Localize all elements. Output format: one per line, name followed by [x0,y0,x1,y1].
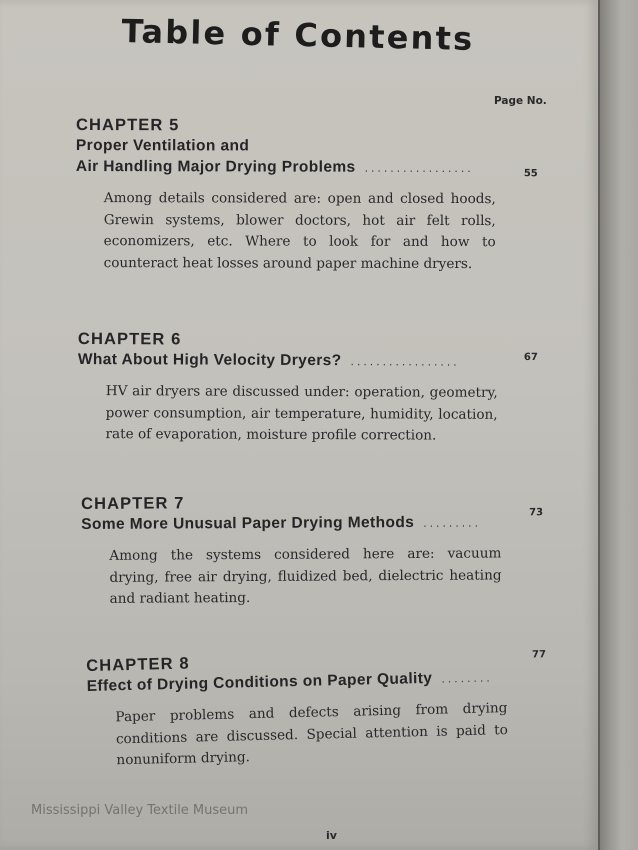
dot-leader: ................. [349,358,459,369]
page-number-column-header: Page No. [494,95,547,107]
chapter-page-number: 77 [531,649,547,661]
page-title: Table of Contents [121,12,475,58]
chapter-label: CHAPTER 8 [86,654,190,675]
museum-watermark: Mississippi Valley Textile Museum [31,803,249,818]
chapter-description: Among the systems considered here are: vacuum drying, free air drying, fluidized bed, dielectric heating and radiant heating. [109,545,502,607]
chapter-description: Paper problems and defects arising from drying conditions are discussed. Special attention is paid to nonuniform drying. [115,700,509,769]
chapter-page-number: 73 [529,507,544,519]
chapter-page-number: 67 [523,351,538,364]
chapter-label: CHAPTER 7 [81,494,185,513]
chapter-title-line: Proper Ventilation and [75,136,250,155]
chapter-6-entry [77,329,548,448]
dot-leader: ......... [422,519,481,530]
dot-leader: ........ [440,674,492,686]
chapter-title-line: Some More Unusual Paper Drying Methods [81,513,415,533]
chapter-description: Among details considered are: open and closed hoods, Grewin systems, blower doctors, hot air felt rolls, economizers, etc. Where to look for and how to counteract heat losses around paper machine dryers. [103,190,496,272]
page-folio: iv [326,829,337,842]
next-page-edge [598,0,638,850]
chapter-title-line: What About High Velocity Dryers? [77,350,342,370]
chapter-8-entry [86,645,559,773]
chapter-7-entry [81,491,552,610]
chapter-title-line: Air Handling Major Drying Problems [75,157,356,176]
chapter-title-line: Effect of Drying Conditions on Paper Quality [86,669,433,695]
dot-leader: ................. [363,164,473,176]
chapter-label: CHAPTER 6 [77,330,182,349]
chapter-label: CHAPTER 5 [75,116,180,135]
chapter-5-entry [76,115,546,275]
chapter-description: HV air dryers are discussed under: operation, geometry, power consumption, air temperature, humidity, location, rate of evaporation, moisture profile correction. [105,383,498,444]
chapter-page-number: 55 [523,168,538,180]
